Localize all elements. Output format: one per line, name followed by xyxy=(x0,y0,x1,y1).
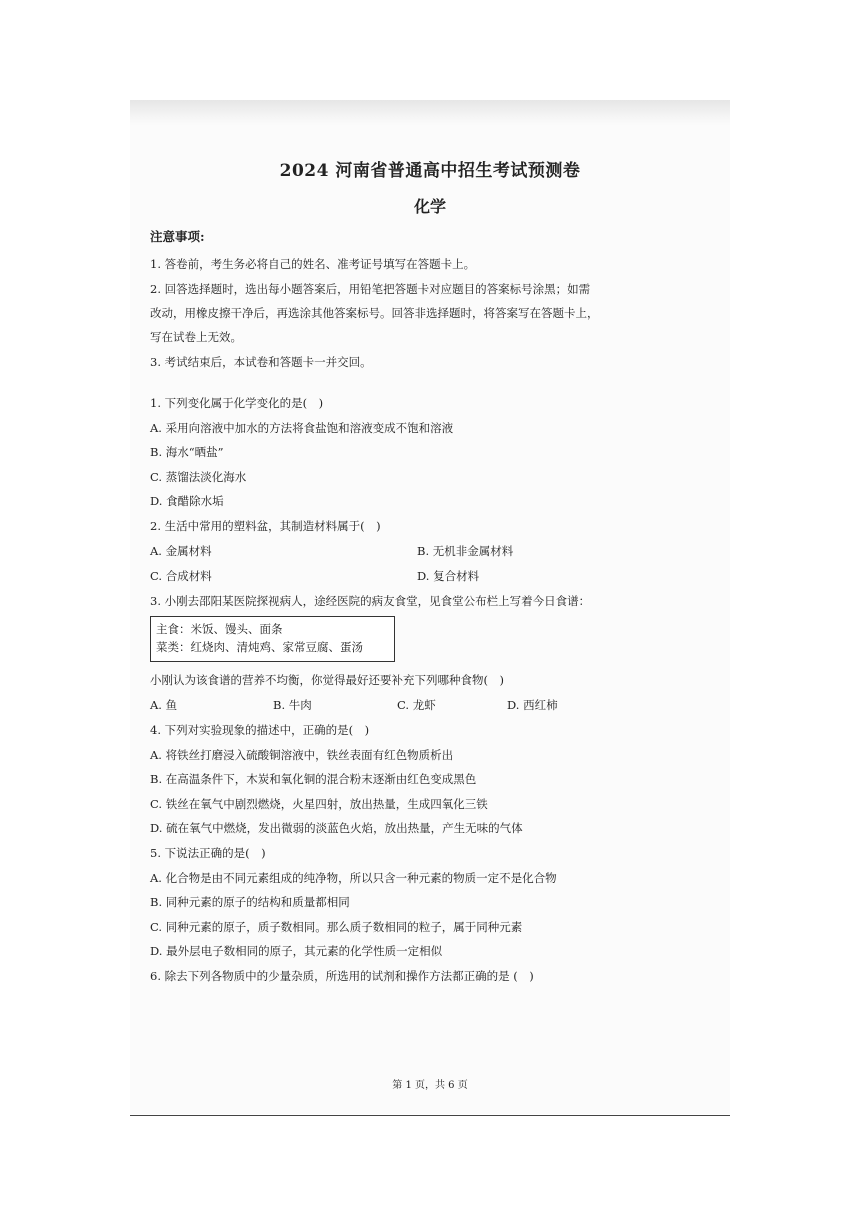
question-1-option: C. 蒸馏法淡化海水 xyxy=(150,470,247,484)
exam-title: 2024 河南省普通高中招生考试预测卷 xyxy=(279,161,581,181)
menu-box xyxy=(150,616,395,662)
notice-line: 1. 答卷前，考生务必将自己的姓名、准考证号填写在答题卡上。 xyxy=(150,257,476,271)
question-3-option: D. 西红柿 xyxy=(507,698,558,712)
page-number: 第 1 页，共 6 页 xyxy=(392,1080,468,1091)
question-5-stem: 5. 下说法正确的是( ) xyxy=(150,846,266,860)
subject-title: 化学 xyxy=(413,197,446,216)
question-3-option: B. 牛肉 xyxy=(273,698,312,712)
question-5-option: C. 同种元素的原子，质子数相同。那么质子数相同的粒子，属于同种元素 xyxy=(150,920,523,934)
question-1-option: A. 采用向溶液中加水的方法将食盐饱和溶液变成不饱和溶液 xyxy=(150,421,454,435)
notice-line: 3. 考试结束后，本试卷和答题卡一并交回。 xyxy=(150,355,372,369)
notice-line: 改动，用橡皮擦干净后，再选涂其他答案标号。回答非选择题时，将答案写在答题卡上， xyxy=(150,306,599,320)
question-5-option: A. 化合物是由不同元素组成的纯净物，所以只含一种元素的物质一定不是化合物 xyxy=(150,871,557,885)
menu-line-staple: 主食：米饭、馒头、面条 xyxy=(156,622,283,636)
question-2-option: A. 金属材料 xyxy=(150,544,212,558)
question-2-options-row xyxy=(150,568,710,584)
question-2-option: D. 复合材料 xyxy=(417,569,480,583)
question-2-stem: 2. 生活中常用的塑料盆，其制造材料属于( ) xyxy=(150,519,381,533)
question-1-option: B. 海水“晒盐” xyxy=(150,445,224,459)
question-2-option: B. 无机非金属材料 xyxy=(417,544,514,558)
notice-line: 2. 回答选择题时，选出每小题答案后，用铅笔把答题卡对应题目的答案标号涂黑；如需 xyxy=(150,282,591,296)
question-5-option: B. 同种元素的原子的结构和质量都相同 xyxy=(150,895,350,909)
question-4-option: C. 铁丝在氧气中剧烈燃烧，火星四射，放出热量，生成四氧化三铁 xyxy=(150,797,488,811)
question-4-option: A. 将铁丝打磨浸入硫酸铜溶液中，铁丝表面有红色物质析出 xyxy=(150,748,454,762)
question-1-stem: 1. 下列变化属于化学变化的是( ) xyxy=(150,396,324,410)
question-4-option: D. 硫在氧气中燃烧，发出微弱的淡蓝色火焰，放出热量，产生无味的气体 xyxy=(150,821,523,835)
notice-heading: 注意事项: xyxy=(150,229,205,244)
top-shadow xyxy=(130,100,730,126)
question-1-option: D. 食醋除水垢 xyxy=(150,494,224,508)
bottom-divider xyxy=(130,1115,730,1116)
question-3-question: 小刚认为该食谱的营养不均衡，你觉得最好还要补充下列哪种食物( ) xyxy=(150,673,504,687)
question-4-stem: 4. 下列对实验现象的描述中，正确的是( ) xyxy=(150,723,370,737)
exam-page xyxy=(130,126,730,1114)
menu-line-dishes: 菜类：红烧肉、清炖鸡、家常豆腐、蛋汤 xyxy=(156,640,363,654)
question-2-option: C. 合成材料 xyxy=(150,569,212,583)
question-2-options-row xyxy=(150,543,710,559)
notice-line: 写在试卷上无效。 xyxy=(150,330,242,344)
question-4-option: B. 在高温条件下，木炭和氧化铜的混合粉末逐渐由红色变成黑色 xyxy=(150,772,477,786)
question-6-stem: 6. 除去下列各物质中的少量杂质，所选用的试剂和操作方法都正确的是 ( ) xyxy=(150,969,534,983)
question-3-stem: 3. 小刚去邵阳某医院探视病人，途经医院的病友食堂，见食堂公布栏上写着今日食谱： xyxy=(150,594,591,608)
question-5-option: D. 最外层电子数相同的原子，其元素的化学性质一定相似 xyxy=(150,944,443,958)
question-3-option: A. 鱼 xyxy=(150,698,178,712)
question-3-option: C. 龙虾 xyxy=(397,698,436,712)
